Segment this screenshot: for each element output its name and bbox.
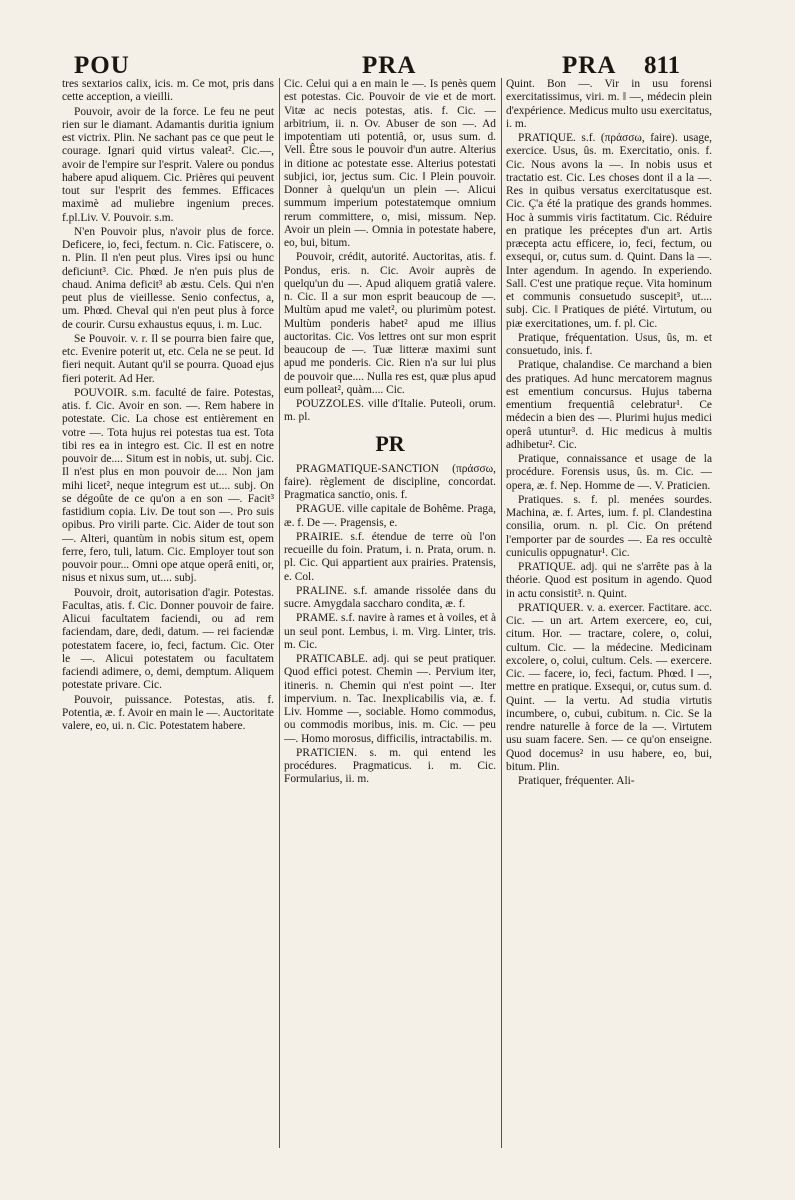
dictionary-entry: Pratiquer, fréquenter. Ali-: [518, 775, 635, 787]
dictionary-entry: PRATICABLE. adj. qui se peut pratiquer. Quod effici potest. Chemin —. Pervium iter, itineris. n. Chemin qui n'est point —. Iter impervium. n. Tac. Inexplicabilis via, æ. f. Liv. Homme —, sociable. Homo commodus, ou commodis moribus, inis. m. Cic. — peu —. Homo morosus, difficilis, intractabilis. m.: [284, 653, 496, 745]
dictionary-entry: Pratique, connaissance et usage de la procédure. Forensis usus, ûs. m. Cic. — opera, æ. f. Nep. Homme de —. V. Praticien.: [506, 453, 712, 492]
header-left-headword: POU: [74, 52, 130, 79]
dictionary-entry: N'en Pouvoir plus, n'avoir plus de force. Deficere, io, feci, fectum. n. Cic. Fatiscere, o. n. Plin. Il n'en peut plus. Vires ipsi ou hunc deficiunt³. Cic. Phœd. Je n'en puis plus de chaud. Anima deficit³ ab æstu. Cels. Qui n'en peut plus de vieillesse. Senio confectus, a, um. Phœd. Cheval qui n'en peut plus à force de courir. Cursu exhaustus equus, i. m. Luc.: [62, 225, 274, 331]
dictionary-entry: PRATICIEN. s. m. qui entend les procédures. Pragmaticus. i. m. Cic. Formularius, ii. m.: [284, 746, 496, 786]
dictionary-entry: PRAIRIE. s.f. étendue de terre où l'on recueille du foin. Pratum, i. n. Prata, orum. n. pl. Cic. Qui appartient aux prairies. Pratensis, e. Col.: [284, 530, 496, 583]
dictionary-entry: Pouvoir, puissance. Potestas, atis. f. Potentia, æ. f. Avoir en main le —. Auctoritate valere, eo, ui. n. Cic. Potestatem habere.: [62, 693, 274, 732]
dictionary-entry: PRATIQUER. v. a. exercer. Factitare. acc. Cic. — un art. Artem exercere, eo, cui, citum. Hor. — tractare, colere, o, colui, cultum. Cic. — la médecine. Medicinam excolere, o, colui, cultum. Cels. — exercere. Cic. — facere, io, feci, factum. Phœd. ‖ —, mettre en pratique. Exsequi, or, cutus sum. d. Quint. — la vertu. Ad studia virtutis incumbere, o, cubui, cubitum. n. Cic. Se la rendre naturelle à force de la —. Virtutem usu suam facere. Sen. — ce qu'on enseigne. Quod docemus² in usu habere, eo, bui, bitum. Plin.: [506, 601, 712, 773]
dictionary-entry: PRATIQUE. adj. qui ne s'arrête pas à la théorie. Quod est positum in agendo. Quod in actu consistit³. n. Quint.: [506, 561, 712, 600]
dictionary-entry: Cic. Celui qui a en main le —. Is penès quem est potestas. Cic. Pouvoir de vie et de mort. Vitæ ac necis potestas, atis. f. Cic. — arbitrium, ii. n. Ov. Abuser de son —. Ad impotentiam uti potentiâ, or, usus sum. d. Vell. Être sous le pouvoir d'un autre. Alterius in ditione ac potestate esse. Alterius potestati subjici, ior, jectus sum. Cic. ‖ Plein pouvoir. Donner à quelqu'un un plein —. Alicui summum imperium potestatemque omnium rerum committere, o, misi, missum. Nep. Avoir un plein —. Omnia in potestate habere, eo, bui, bitum.: [284, 78, 496, 249]
dictionary-entry: PRAGMATIQUE-SANCTION (πράσσω, faire). règlement de discipline, concordat. Pragmatica sanctio, onis. f.: [284, 462, 496, 501]
column-divider: [501, 78, 502, 1148]
dictionary-entry: POUVOIR. s.m. faculté de faire. Potestas, atis. f. Cic. Avoir en son. —. Rem habere in potestate. Cic. La chose est entièrement en votre —. Tota hujus rei potestas tua est. Tota tibi res ea in integro est. Cic. Il est en notre pouvoir de.... Situm est in nobis, ut. subj. Cic. Il n'est plus en mon pouvoir de.... Non jam mihi licet², neque integrum est ut.... subj. On se dégoûte de ce qu'on a en son —. Facit³ fastidium copia. Liv. De tout son —. Pro suis opibus. Pro virili parte. Cic. Aider de tout son —. Alteri, quantùm in nobis situm est, opem ferre, fero, tuli, latum. Cic. Employer tout son pouvoir pour... Omni ope atque operâ eniti, or, nisus et nixus sum, ut.... subj.: [62, 386, 274, 585]
section-heading: PR: [375, 430, 405, 456]
column-divider: [279, 78, 280, 1148]
dictionary-entry: Quint. Bon —. Vir in usu forensi exercitatissimus, viri. m. ‖ —, médecin plein d'expérience. Medicus multo usu exercitatus, i. m.: [506, 78, 712, 130]
dictionary-entry: PRATIQUE. s.f. (πράσσω, faire). usage, exercice. Usus, ûs. m. Exercitatio, onis. f. Cic. Nous avons la —. In nobis usus et tractatio est. Cic. Les choses dont il a la —. Res in quibus versatus exercitatusque est. Cic. Ç'a été la pratique des grands hommes. Hoc à summis viris factitatum. Cic. Réduire en pratique les préceptes d'un art. Artis præcepta actu efficere, io, feci, fectum, ou exsequi, or, cutus sum. d. Quint. Dans la —. Inter agendum. In agendo. In experiendo. Sall. C'est une pratique reçue. Vita hominum et communis consuetudo suscepit³, ut.... subj. Cic. ‖ Pratiques de piété. Virtutum, ou piæ exercitationes, um. f. pl. Cic.: [506, 132, 712, 330]
dictionary-entry: POUZZOLES. ville d'Italie. Puteoli, orum. m. pl.: [284, 398, 496, 424]
dictionary-entry: PRALINE. s.f. amande rissolée dans du sucre. Amygdala saccharo condita, æ. f.: [284, 584, 496, 610]
dictionary-entry: Pratique, chalandise. Ce marchand a bien des pratiques. Ad hunc mercatorem magnus est ementium concursus. Hujus taberna ementium frequentiâ celebratur¹. Ce médecin a bien des —. Plurimi hujus medici operâ utuntur³. d. Hic medicus à multis adhibetur². Cic.: [506, 359, 712, 451]
dictionary-entry: Pouvoir, crédit, autorité. Auctoritas, atis. f. Pondus, eris. n. Cic. Avoir auprès de quelqu'un du —. Apud aliquem gratiâ valere. n. Cic. Il a sur mon esprit beaucoup de —. Multùm apud me valet², ou plurimùm potest. Multùm ponderis habet² apud me illius auctoritas. Cic. Vos lettres ont sur mon esprit beaucoup de —. Tuæ litteræ maximi sunt apud me ponderis. Cic. Rien n'a sur lui plus de pouvoir que.... Nulla res est, quæ plus apud eum polleat², quàm.... Cic.: [284, 251, 496, 396]
dictionary-entry: PRAME. s.f. navire à rames et à voiles, et à un seul pont. Lembus, i. m. Virg. Linter, tris. m. Cic.: [284, 612, 496, 651]
dictionary-entry: Pratique, fréquentation. Usus, ûs, m. et consuetudo, inis. f.: [506, 331, 712, 357]
dictionary-entry: tres sextarios calix, icis. m. Ce mot, pris dans cette acception, a vieilli.: [62, 78, 274, 104]
column-1: [62, 78, 274, 1158]
column-2: [284, 78, 496, 1158]
header-center-headword: PRA: [362, 52, 417, 79]
header-right-headword: PRA: [562, 52, 617, 79]
dictionary-entry: Pouvoir, avoir de la force. Le feu ne peut rien sur le diamant. Adamantis duritia ignium est victrix. Plin. Ne sachant pas ce que peut le courage. Ignari quid virtus valeat². Cic.—, avoir de l'empire sur l'esprit. Valere ou pondus habere apud aliquem. Cic. Prières qui peuvent tout sur l'esprit des femmes. Efficaces maximè ad muliebre ingenium preces. f.pl.Liv. V. Pouvoir. s.m.: [62, 105, 274, 224]
dictionary-entry: Pratiques. s. f. pl. menées sourdes. Machina, æ. f. Artes, ium. f. pl. Clandestina consilia, orum. n. pl. Cic. On prétend l'emporter par de sourdes —. Ea res occultè cuniculis oppugnatur¹. Cic.: [506, 493, 712, 559]
dictionary-entry: PRAGUE. ville capitale de Bohême. Praga, æ. f. De —. Pragensis, e.: [284, 503, 496, 529]
column-3: [506, 78, 712, 1158]
page-number: 811: [644, 52, 681, 79]
dictionary-entry: Pouvoir, droit, autorisation d'agir. Potestas. Facultas, atis. f. Cic. Donner pouvoir de faire. Alicui facultatem faciendi, ou ad rem faciendam, dare, dedi, datum. — rei faciendæ potestatem facere, io, feci, factum. Cic. Oter le —. Alicui potestatem ou facultatem faciendi adimere, o, demi, demptum. Aliquem potestate privare. Cic.: [62, 586, 274, 692]
dictionary-entry: Se Pouvoir. v. r. Il se pourra bien faire que, etc. Evenire poterit ut, etc. Cela ne se peut. Id fieri nequit. Autant qu'il se pourra. Quoad ejus fieri poterit. Ad Her.: [62, 332, 274, 385]
dictionary-page: [62, 48, 710, 1118]
